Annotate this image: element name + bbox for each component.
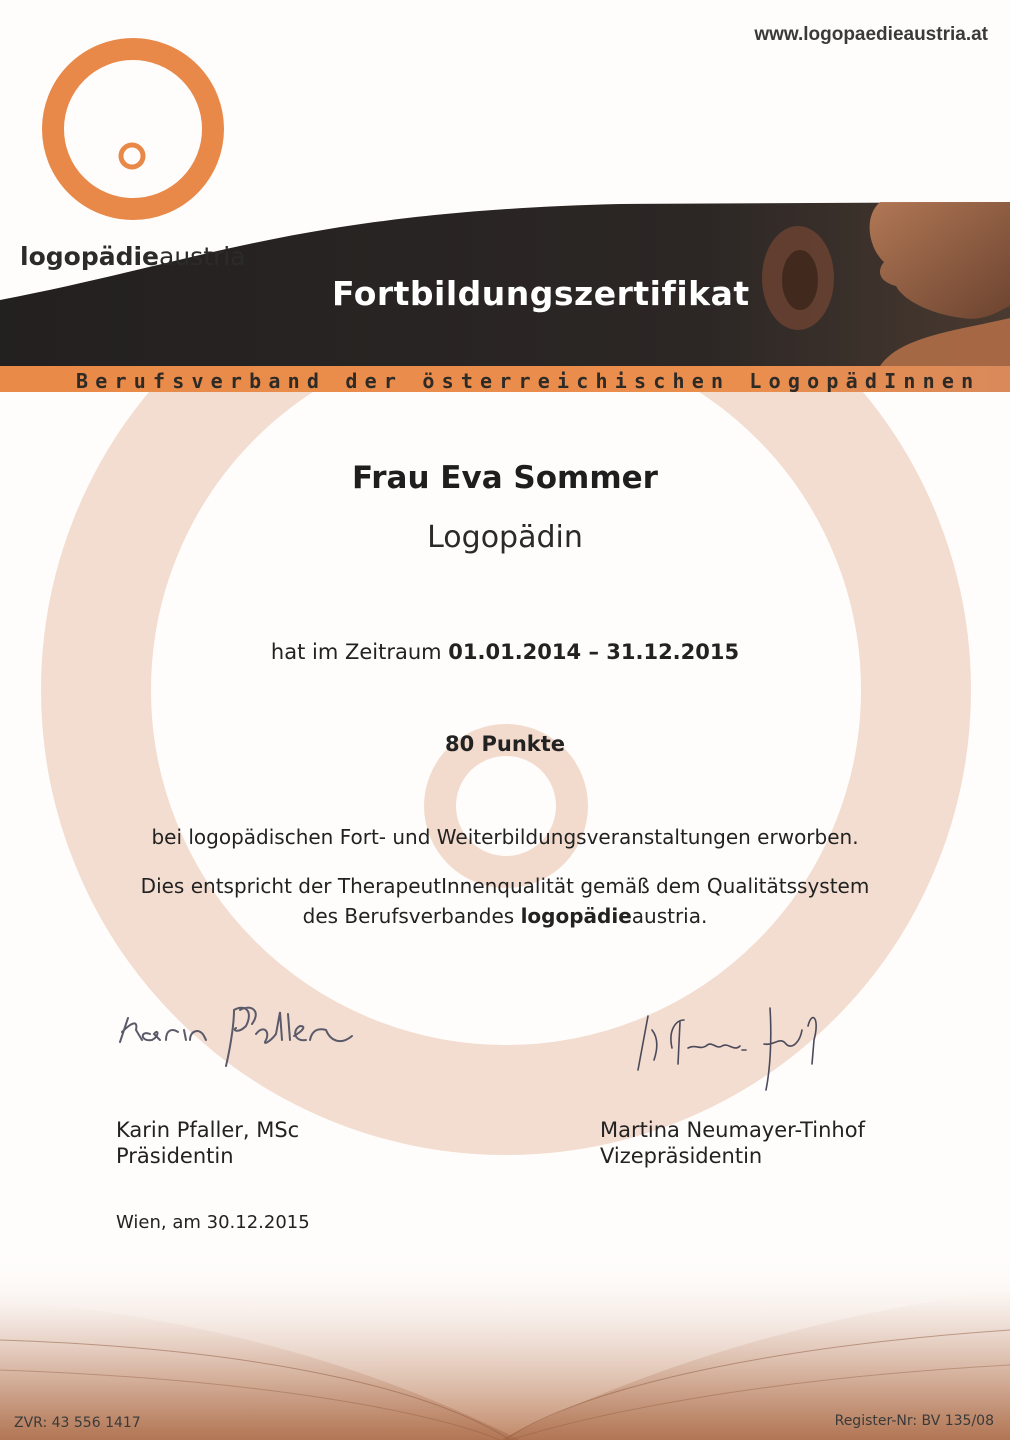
signatory-right-name: Martina Neumayer-Tinhof [600, 1118, 865, 1142]
signatory-left-role: Präsidentin [116, 1144, 234, 1168]
logo-wordmark-regular: austria [159, 242, 246, 271]
quality-statement [0, 871, 1010, 931]
quality-line-2-prefix: des Berufsverbandes [302, 904, 515, 928]
footer-zvr: ZVR: 43 556 1417 [14, 1415, 141, 1431]
period-line [0, 640, 1010, 664]
certificate-title: Fortbildungszertifikat [332, 274, 750, 313]
logo-wordmark-bold: logopädie [20, 242, 160, 271]
footer-register-number: Register-Nr: BV 135/08 [834, 1413, 994, 1429]
recipient-name: Frau Eva Sommer [352, 460, 658, 496]
signatory-right-role: Vizepräsidentin [600, 1144, 763, 1168]
period-dates: 01.01.2014 – 31.12.2015 [448, 640, 740, 664]
quality-brand-regular: austria. [631, 904, 708, 928]
recipient-profession: Logopädin [427, 520, 583, 555]
points-awarded: 80 Punkte [444, 732, 566, 756]
place-and-date: Wien, am 30.12.2015 [116, 1212, 310, 1233]
statement-text: bei logopädischen Fort- und Weiterbildungsveranstaltungen erworben. [151, 825, 859, 849]
quality-brand-bold: logopädie [520, 904, 632, 928]
watermark-ring [96, 280, 916, 1100]
quality-line-1: Dies entspricht der TherapeutInnenqualität gemäß dem Qualitätssystem [140, 874, 870, 898]
period-prefix: hat im Zeitraum [270, 640, 442, 664]
signatory-left [116, 1117, 299, 1169]
signatory-left-name: Karin Pfaller, MSc [116, 1118, 300, 1142]
association-tagline: Berufsverband der österreichischen LogopädInnen [76, 369, 981, 393]
website-url[interactable]: www.logopaedieaustria.at [754, 24, 988, 45]
bottom-wave-decoration [0, 1250, 1010, 1440]
logo-icon [53, 49, 213, 209]
logo-wordmark [20, 242, 246, 271]
signatory-right [600, 1117, 865, 1169]
